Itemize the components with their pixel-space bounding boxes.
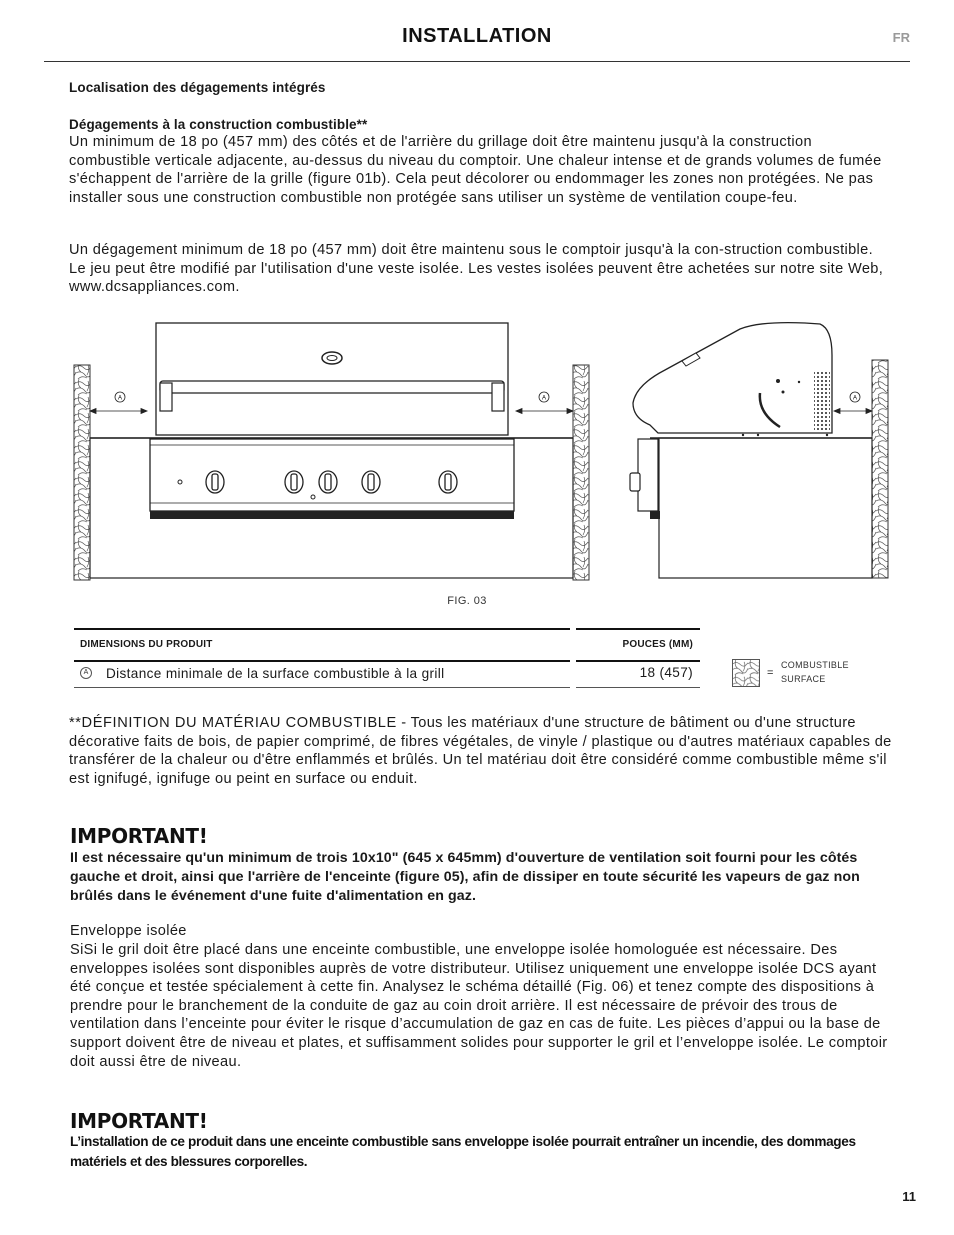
important-heading-1: IMPORTANT!: [70, 824, 208, 848]
grill-hood: [156, 323, 508, 435]
table-rule-top-unit: [576, 628, 700, 630]
dimension-a-label-right: A: [541, 395, 547, 402]
page-number: 11: [902, 1189, 916, 1204]
page-header-title: INSTALLATION: [402, 25, 552, 47]
table-header-units: POUCES (MM): [622, 639, 693, 650]
important-body-1: Il est nécessaire qu'un minimum de trois 10x10" (645 x 645mm) d'ouverture de ventilation soit fourni pour les côtés gauche et droit, ainsi que l'arrière de l'enceinte (figure 05), afin de dissiper en toute sécurité les vapeurs de gaz non brûlés dans le événement d'une fuite d'alimentation en gaz.: [70, 850, 860, 904]
table-row-description: Distance minimale de la surface combustible à la grill: [106, 666, 445, 681]
dimension-a-label-left: A: [117, 395, 123, 402]
combustible-wall-left: [74, 365, 90, 580]
table-header-dimensions: DIMENSIONS DU PRODUIT: [80, 639, 213, 650]
combustible-wall-back: [872, 360, 888, 578]
table-rule-bottom-unit: [576, 687, 700, 688]
legend-label-line1: COMBUSTIBLE: [781, 660, 849, 670]
important-body-2: L’installation de ce produit dans une enceinte combustible sans enveloppe isolée pourrait entraîner un incendie, des dommages matériels et des blessures corporelles.: [70, 1134, 856, 1169]
definition-text: - Tous les matériaux d'une structure de bâtiment ou d'une structure décorative faits de bois, de papier comprimé, de fibres végétales, de vinyle / plastique ou d'autres matériaux capables de transférer de la chaleur ou d'être enflammés et brûlés. Un tel matériau doit être considéré comme combustible même s'il est ignifugé, ignifuge ou peint en surface ou enduit.: [69, 715, 892, 787]
side-counter-cabinet: [659, 438, 872, 578]
combustible-wall-right: [573, 365, 589, 580]
combustible-legend-swatch: [732, 659, 760, 687]
paragraph-clearance-sides: Un minimum de 18 po (457 mm) des côtés et de l'arrière du grillage doit être maintenu jusqu'à la construction combustible verticale adjacente, au-dessus du niveau du comptoir. Une chaleur intense et de grands volumes de fumée s'échappent de l'arrière de la grille (figure 01b). Cela peut décolorer ou endommager les zones non protégées. Ne pas installer sous une construction combustible non protégée sans utiliser un système de ventilation coupe-feu.: [69, 134, 882, 206]
legend-label-line2: SURFACE: [781, 674, 826, 684]
language-tag: FR: [892, 30, 910, 45]
table-rule-top: [74, 628, 570, 630]
hood-handle: [160, 381, 504, 393]
dimension-a-left: [90, 409, 147, 414]
envelope-title: Enveloppe isolée: [70, 923, 187, 939]
side-hood: [633, 323, 832, 433]
paragraph-clearance-below: Un dégagement minimum de 18 po (457 mm) doit être maintenu sous le comptoir jusqu'à la con-struction combustible. Le jeu peut être modifié par l'utilisation d'une veste isolée. Les vestes isolées peuvent être achetées sur notre site Web, www.dcsappliances.com.: [69, 242, 884, 296]
envelope-body: SiSi le gril doit être placé dans une enceinte combustible, une enveloppe isolée homologuée est nécessaire. Des enveloppes isolées sont disponibles auprès de votre distributeur. Utilisez uniquement une enveloppe isolée DCS ayant été conçue et testée spécialement à cette fin. Analysez le schéma détaillé (Fig. 06) et tenez compte des dispositions à prendre pour le branchement de la conduite de gaz au coin droit arrière. Il est nécessaire de prévoir des trous de ventilation dans l’enceinte pour éviter le risque d’accumulation de gaz en cas de fuite. Les pièces d’appui ou la base de support doivent être de niveau et plates, et suffisamment solides pour supporter le gril et l’enveloppe isolée. Le comptoir doit aussi être de niveau.: [70, 942, 888, 1070]
table-row-value: 18 (457): [639, 665, 693, 680]
dimension-a-side: [834, 409, 872, 414]
row-marker-a: A: [80, 667, 92, 679]
legend-equals: =: [767, 667, 774, 679]
table-rule-mid-unit: [576, 660, 700, 662]
grill-front-view: [74, 323, 589, 580]
table-rule-mid: [74, 660, 570, 662]
dimension-a-label-side: A: [852, 395, 858, 402]
section-title: Localisation des dégagements intégrés: [69, 80, 326, 95]
figure-caption: FIG. 03: [447, 595, 487, 607]
dimension-a-right: [516, 409, 573, 414]
definition-lead: **DÉFINITION DU MATÉRIAU COMBUSTIBLE: [69, 715, 397, 731]
important-heading-2: IMPORTANT!: [70, 1109, 208, 1133]
table-rule-bottom: [74, 687, 570, 688]
hood-logo: [322, 352, 342, 364]
combustible-definition: [69, 714, 899, 788]
installation-figure: [60, 315, 894, 587]
header-divider: [44, 61, 910, 62]
section-subtitle: Dégagements à la construction combustible**: [69, 117, 368, 132]
grill-side-view: [630, 323, 888, 578]
